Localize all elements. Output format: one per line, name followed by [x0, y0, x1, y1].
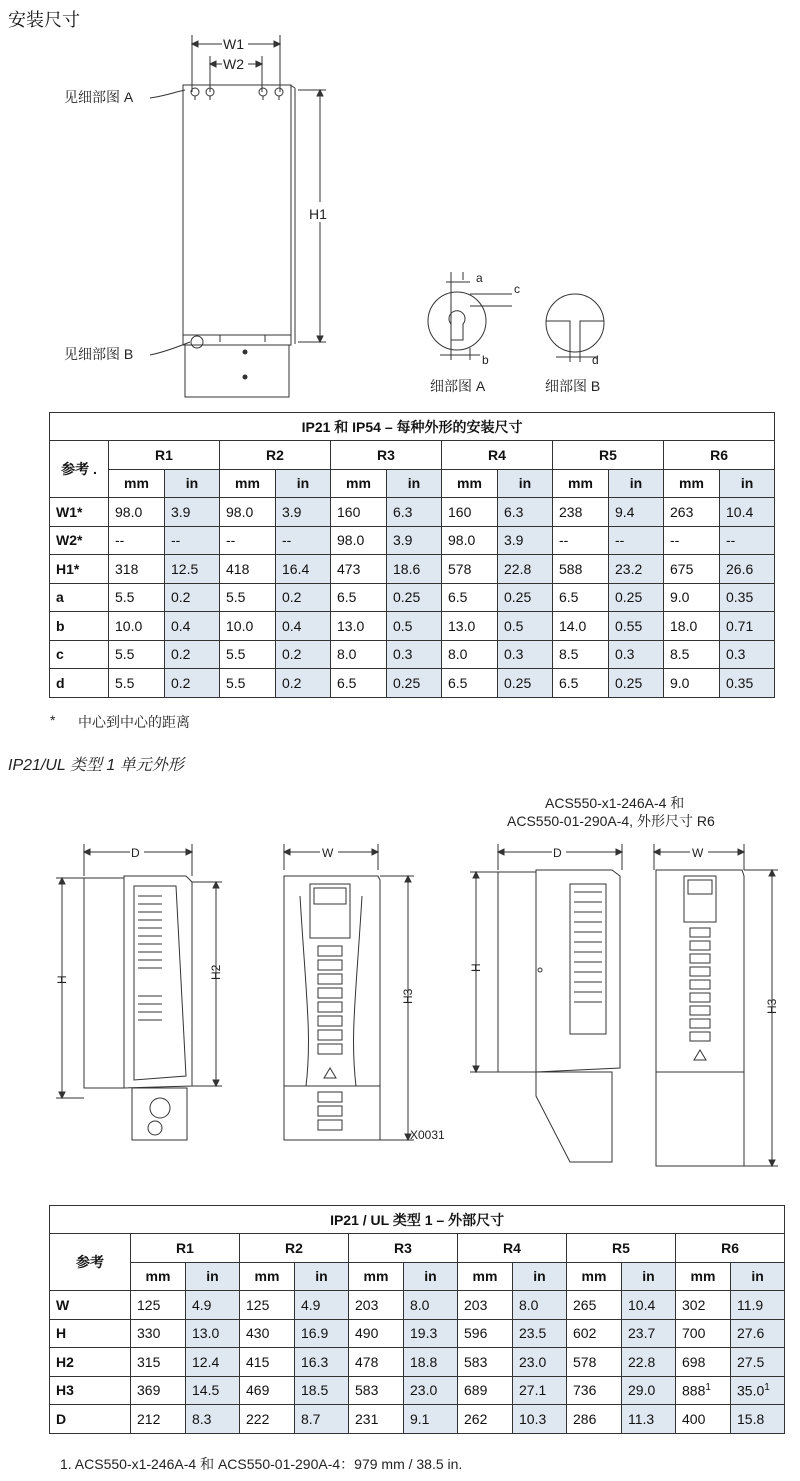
table-cell: 8.5 [553, 640, 609, 669]
table-cell: 469 [240, 1376, 295, 1405]
table-cell: 8.5 [664, 640, 720, 669]
table-cell: 27.5 [731, 1348, 785, 1377]
table-cell: 4.9 [295, 1291, 349, 1320]
table-cell: 19.3 [404, 1319, 458, 1348]
table-cell: 22.8 [498, 555, 553, 584]
table-cell: 0.25 [498, 669, 553, 698]
table-cell: 9.0 [664, 669, 720, 698]
table2-frame-header: R2 [240, 1234, 349, 1263]
table1-footnote: 中心到中心的距离 [78, 714, 190, 730]
table-cell: 430 [240, 1319, 295, 1348]
table-cell: 0.4 [165, 612, 220, 641]
table-cell: 18.6 [387, 555, 442, 584]
table-cell: -- [220, 526, 276, 555]
unit-header-in: in [720, 469, 775, 498]
table-cell: -- [165, 526, 220, 555]
detail-b-d-label: d [592, 353, 599, 367]
table-row [50, 1319, 785, 1348]
table1-frame-header: R3 [331, 441, 442, 470]
table-cell: 3.9 [498, 526, 553, 555]
table2-frame-header: R1 [131, 1234, 240, 1263]
table-cell: 318 [109, 555, 165, 584]
table-cell: 9.4 [609, 498, 664, 527]
table-cell: 8.7 [295, 1405, 349, 1434]
table-cell: 0.2 [165, 640, 220, 669]
table-cell: 8.0 [404, 1291, 458, 1320]
table-row [50, 1291, 785, 1320]
unit-header-mm: mm [442, 469, 498, 498]
table-cell: 6.5 [442, 583, 498, 612]
table-cell: 6.3 [498, 498, 553, 527]
table-cell: 0.2 [276, 669, 331, 698]
table-cell: 13.0 [442, 612, 498, 641]
row-ref: W [50, 1291, 131, 1320]
unit-header-in: in [276, 469, 331, 498]
table-cell: 9.1 [404, 1405, 458, 1434]
table-row [50, 669, 775, 698]
table-row [50, 555, 775, 584]
table-cell: 231 [349, 1405, 404, 1434]
table-cell: 203 [458, 1291, 513, 1320]
table-cell: 15.8 [731, 1405, 785, 1434]
footnote-superscript: 1 [764, 1381, 770, 1393]
r6-front-view-w-label: W [692, 846, 704, 860]
table-cell: 10.0 [220, 612, 276, 641]
table-cell: 125 [131, 1291, 186, 1320]
r6-side-view-d-label: D [553, 846, 562, 860]
unit-header-in: in [622, 1262, 676, 1291]
table-cell: 330 [131, 1319, 186, 1348]
table-cell: 0.2 [276, 640, 331, 669]
table-row [50, 1405, 785, 1434]
unit-header-in: in [498, 469, 553, 498]
table-cell: 473 [331, 555, 387, 584]
table-cell: 0.2 [165, 669, 220, 698]
table-cell: 9.0 [664, 583, 720, 612]
table-row [50, 1376, 785, 1405]
table-cell: 583 [458, 1348, 513, 1377]
table-cell: 10.0 [109, 612, 165, 641]
table1-frame-header: R6 [664, 441, 775, 470]
table-cell: 6.5 [331, 583, 387, 612]
table-cell: 400 [676, 1405, 731, 1434]
table-cell: 18.8 [404, 1348, 458, 1377]
table-cell: -- [109, 526, 165, 555]
h1-label: H1 [309, 206, 327, 222]
table-cell: 16.9 [295, 1319, 349, 1348]
table-cell: 6.5 [442, 669, 498, 698]
table-cell: 23.0 [513, 1348, 567, 1377]
table-cell: 262 [458, 1405, 513, 1434]
table-cell: -- [276, 526, 331, 555]
table2-frame-header: R3 [349, 1234, 458, 1263]
table-cell: 0.25 [387, 583, 442, 612]
row-ref: H1* [50, 555, 109, 584]
detail-a-b-label: b [482, 353, 489, 367]
outline-dimensions-drawing [0, 836, 800, 1176]
table-cell: 8.0 [513, 1291, 567, 1320]
table2-frame-header: R4 [458, 1234, 567, 1263]
row-ref: b [50, 612, 109, 641]
row-ref: H2 [50, 1348, 131, 1377]
table-cell: 23.5 [513, 1319, 567, 1348]
table-cell: 8.3 [186, 1405, 240, 1434]
section-title-outline: IP21/UL 类型 1 单元外形 [8, 757, 184, 774]
table-cell: 700 [676, 1319, 731, 1348]
unit-header-in: in [186, 1262, 240, 1291]
unit-header-mm: mm [331, 469, 387, 498]
row-ref: d [50, 669, 109, 698]
table1-footnote-mark: * [50, 712, 56, 728]
table-cell: 11.9 [731, 1291, 785, 1320]
table-cell: -- [609, 526, 664, 555]
detail-a-caption: 细部图 A [430, 378, 486, 394]
table-cell: 10.4 [622, 1291, 676, 1320]
unit-header-in: in [295, 1262, 349, 1291]
table1-frame-header: R4 [442, 441, 553, 470]
table-cell: 6.5 [331, 669, 387, 698]
r6-front-view-h3-label: H3 [765, 998, 779, 1014]
table-cell: 0.3 [609, 640, 664, 669]
unit-header-in: in [609, 469, 664, 498]
table1-frame-header: R5 [553, 441, 664, 470]
table-cell: 18.5 [295, 1376, 349, 1405]
table-cell: 98.0 [331, 526, 387, 555]
side-view-h-label: H [55, 975, 69, 984]
table-row [50, 640, 775, 669]
table-cell: 5.5 [220, 640, 276, 669]
table-cell: 265 [567, 1291, 622, 1320]
table-cell: 12.4 [186, 1348, 240, 1377]
table-cell: 23.7 [622, 1319, 676, 1348]
unit-header-in: in [404, 1262, 458, 1291]
table-cell: 26.6 [720, 555, 775, 584]
table-cell: 490 [349, 1319, 404, 1348]
table-cell: 0.2 [276, 583, 331, 612]
table-cell: 160 [442, 498, 498, 527]
mounting-dimensions-drawing [0, 30, 800, 410]
table-cell: 5.5 [220, 583, 276, 612]
table-cell: 8.0 [442, 640, 498, 669]
table-cell: 4.9 [186, 1291, 240, 1320]
row-ref: a [50, 583, 109, 612]
detail-b-caption: 细部图 B [545, 378, 601, 394]
table-row [50, 526, 775, 555]
table-cell: 0.35 [720, 583, 775, 612]
table-cell: 315 [131, 1348, 186, 1377]
table1-frame-header: R2 [220, 441, 331, 470]
table-cell: 5.5 [109, 669, 165, 698]
table-cell: 13.0 [186, 1319, 240, 1348]
table-cell: 10.3 [513, 1405, 567, 1434]
table-cell: 98.0 [220, 498, 276, 527]
table-cell: -- [553, 526, 609, 555]
table-cell: 583 [349, 1376, 404, 1405]
side-view-h2-label: H2 [209, 964, 223, 980]
table-row [50, 612, 775, 641]
unit-header-mm: mm [567, 1262, 622, 1291]
table-cell: 0.71 [720, 612, 775, 641]
table-cell: 98.0 [109, 498, 165, 527]
unit-header-mm: mm [458, 1262, 513, 1291]
unit-header-mm: mm [109, 469, 165, 498]
table-cell: 5.5 [109, 640, 165, 669]
table-cell: 125 [240, 1291, 295, 1320]
table-row [50, 498, 775, 527]
table-cell: 14.5 [186, 1376, 240, 1405]
detail-a-callout: 见细部图 A [64, 89, 134, 105]
table2-frame-header: R5 [567, 1234, 676, 1263]
side-view-d-label: D [131, 846, 140, 860]
table-cell: 29.0 [622, 1376, 676, 1405]
table-cell: 23.0 [404, 1376, 458, 1405]
unit-header-in: in [387, 469, 442, 498]
table-cell: 0.3 [387, 640, 442, 669]
table-cell: 8.0 [331, 640, 387, 669]
table2-footnote: 1. ACS550-x1-246A-4 和 ACS550-01-290A-4：979 mm / 38.5 in. [60, 1456, 463, 1472]
table-cell: 3.9 [165, 498, 220, 527]
table-cell: 0.4 [276, 612, 331, 641]
table-cell: 3.9 [387, 526, 442, 555]
table-cell: 0.5 [498, 612, 553, 641]
table-cell: -- [664, 526, 720, 555]
table-cell: 0.55 [609, 612, 664, 641]
table-cell: 16.3 [295, 1348, 349, 1377]
table-cell: 698 [676, 1348, 731, 1377]
table-cell: 160 [331, 498, 387, 527]
table-cell: 263 [664, 498, 720, 527]
r6-side-view-h-label: H [469, 963, 483, 972]
table-cell: 35.0$^1$ [731, 1376, 785, 1405]
table-row [50, 1348, 785, 1377]
table-cell: 13.0 [331, 612, 387, 641]
table-cell: 0.25 [387, 669, 442, 698]
table-cell: 736 [567, 1376, 622, 1405]
front-view-h3-label: H3 [401, 988, 415, 1004]
table-cell: 23.2 [609, 555, 664, 584]
table-cell: 14.0 [553, 612, 609, 641]
table-cell: 578 [567, 1348, 622, 1377]
table-cell: 689 [458, 1376, 513, 1405]
row-ref: W2* [50, 526, 109, 555]
footnote-superscript: 1 [705, 1381, 711, 1393]
unit-header-mm: mm [131, 1262, 186, 1291]
table-cell: 18.0 [664, 612, 720, 641]
w2-label: W2 [223, 56, 244, 72]
table-cell: $888^1$ [676, 1376, 731, 1405]
unit-header-mm: mm [664, 469, 720, 498]
table-cell: 302 [676, 1291, 731, 1320]
table1-title: IP21 和 IP54 – 每种外形的安装尺寸 [50, 413, 775, 441]
unit-header-mm: mm [349, 1262, 404, 1291]
table-cell: 0.35 [720, 669, 775, 698]
unit-header-mm: mm [240, 1262, 295, 1291]
unit-header-in: in [513, 1262, 567, 1291]
table-cell: 27.6 [731, 1319, 785, 1348]
r6-caption-line1: ACS550-x1-246A-4 和 [545, 795, 685, 811]
table1-ref-header: 参考 . [50, 441, 109, 498]
table-cell: 10.4 [720, 498, 775, 527]
table-cell: 22.8 [622, 1348, 676, 1377]
table-cell: 588 [553, 555, 609, 584]
detail-b-callout: 见细部图 B [64, 346, 134, 362]
table-cell: 286 [567, 1405, 622, 1434]
table-cell: 27.1 [513, 1376, 567, 1405]
w1-label: W1 [223, 36, 244, 52]
row-ref: c [50, 640, 109, 669]
table-cell: 418 [220, 555, 276, 584]
table2-ref-header: 参考 [50, 1234, 131, 1291]
table-cell: 98.0 [442, 526, 498, 555]
row-ref: H3 [50, 1376, 131, 1405]
unit-header-mm: mm [553, 469, 609, 498]
table-cell: 596 [458, 1319, 513, 1348]
table-cell: 478 [349, 1348, 404, 1377]
unit-header-in: in [165, 469, 220, 498]
table-cell: 0.3 [720, 640, 775, 669]
table2-title: IP21 / UL 类型 1 – 外部尺寸 [50, 1206, 785, 1234]
table-cell: 203 [349, 1291, 404, 1320]
table-cell: 0.25 [609, 669, 664, 698]
detail-a-a-label: a [476, 271, 483, 285]
table-cell: 5.5 [220, 669, 276, 698]
table-cell: 369 [131, 1376, 186, 1405]
r6-caption-line2: ACS550-01-290A-4, 外形尺寸 R6 [507, 813, 715, 829]
unit-header-mm: mm [676, 1262, 731, 1291]
table-cell: -- [720, 526, 775, 555]
row-ref: H [50, 1319, 131, 1348]
table-cell: 6.5 [553, 583, 609, 612]
table-cell: 238 [553, 498, 609, 527]
mounting-dimensions-table [49, 412, 775, 698]
table-cell: 415 [240, 1348, 295, 1377]
table-cell: 578 [442, 555, 498, 584]
table-cell: 3.9 [276, 498, 331, 527]
table-row [50, 583, 775, 612]
front-view-w-label: W [322, 846, 334, 860]
detail-a-c-label: c [514, 282, 520, 296]
table-cell: 11.3 [622, 1405, 676, 1434]
unit-header-mm: mm [220, 469, 276, 498]
table-cell: 0.5 [387, 612, 442, 641]
table-cell: 602 [567, 1319, 622, 1348]
table-cell: 0.2 [165, 583, 220, 612]
table1-frame-header: R1 [109, 441, 220, 470]
table-cell: 5.5 [109, 583, 165, 612]
table-cell: 12.5 [165, 555, 220, 584]
table-cell: 0.25 [609, 583, 664, 612]
table-cell: 675 [664, 555, 720, 584]
drawing-code: X0031 [410, 1128, 445, 1142]
unit-header-in: in [731, 1262, 785, 1291]
table-cell: 212 [131, 1405, 186, 1434]
section-title-mounting: 安装尺寸 [8, 10, 80, 30]
table-cell: 222 [240, 1405, 295, 1434]
external-dimensions-table [49, 1205, 785, 1434]
table-cell: 0.3 [498, 640, 553, 669]
table-cell: 16.4 [276, 555, 331, 584]
table2-frame-header: R6 [676, 1234, 785, 1263]
table-cell: 0.25 [498, 583, 553, 612]
table-cell: 6.3 [387, 498, 442, 527]
table-cell: 6.5 [553, 669, 609, 698]
row-ref: D [50, 1405, 131, 1434]
row-ref: W1* [50, 498, 109, 527]
